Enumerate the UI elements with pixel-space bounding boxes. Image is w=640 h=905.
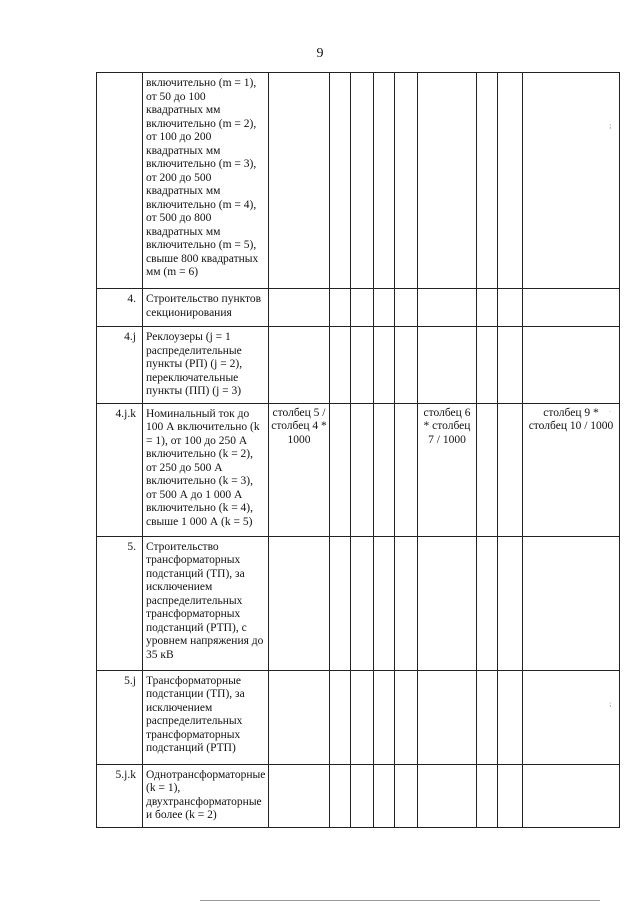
scan-speck: ⁏ bbox=[609, 700, 612, 708]
table-row-4j bbox=[97, 327, 620, 404]
row-number-cell bbox=[97, 73, 143, 289]
table-row-4 bbox=[97, 289, 620, 327]
formula-cell: столбец 5 / столбец 4 * 1000 bbox=[269, 403, 330, 536]
table-row-4jk bbox=[97, 403, 620, 536]
scan-speck: ⁏ bbox=[609, 122, 612, 130]
formula-cell: столбец 9 * столбец 10 / 1000 bbox=[523, 403, 620, 536]
table-row-continuation bbox=[97, 73, 620, 289]
row-description: включительно (m = 1), от 50 до 100 квадратных мм включительно (m = 2), от 100 до 200 квадратных мм включительно (m = 3), от 200 до 500 квадратных мм включительно (m = 4), от 500 до 800 квадратных мм включительно (m = 5), свыше 800 квадратных мм (m = 6) bbox=[143, 73, 269, 289]
tariff-table bbox=[96, 72, 620, 828]
table-row-5j bbox=[97, 670, 620, 764]
row-number: 5.j.k bbox=[97, 764, 143, 827]
row-description: Однотрансформаторные (k = 1), двухтрансформаторные и более (k = 2) bbox=[143, 764, 269, 827]
row-number: 5.j bbox=[97, 670, 143, 764]
row-description: Трансформаторные подстанции (ТП), за исключением распределительных трансформаторных подстанций (РТП) bbox=[143, 670, 269, 764]
row-number: 5. bbox=[97, 536, 143, 670]
table-row-5 bbox=[97, 536, 620, 670]
scan-speck: ˙ bbox=[609, 410, 612, 418]
table-row-5jk bbox=[97, 764, 620, 827]
page-number: 9 bbox=[316, 46, 324, 61]
scan-edge-line bbox=[200, 900, 600, 901]
row-description: Реклоузеры (j = 1 распределительные пункты (РП) (j = 2), переключательные пункты (ПП) (j = 3) bbox=[143, 327, 269, 404]
row-description: Строительство трансформаторных подстанций (ТП), за исключением распределительных трансформаторных подстанций (РТП), с уровнем напряжения до 35 кВ bbox=[143, 536, 269, 670]
formula-cell: столбец 6 * столбец 7 / 1000 bbox=[418, 403, 477, 536]
row-description: Номинальный ток до 100 А включительно (k = 1), от 100 до 250 А включительно (k = 2), от 250 до 500 А включительно (k = 3), от 500 А до 1 000 А включительно (k = 4), свыше 1 000 А (k = 5) bbox=[143, 403, 269, 536]
row-description: Строительство пунктов секционирования bbox=[143, 289, 269, 327]
row-number: 4. bbox=[97, 289, 143, 327]
row-number: 4.j bbox=[97, 327, 143, 404]
row-number: 4.j.k bbox=[97, 403, 143, 536]
